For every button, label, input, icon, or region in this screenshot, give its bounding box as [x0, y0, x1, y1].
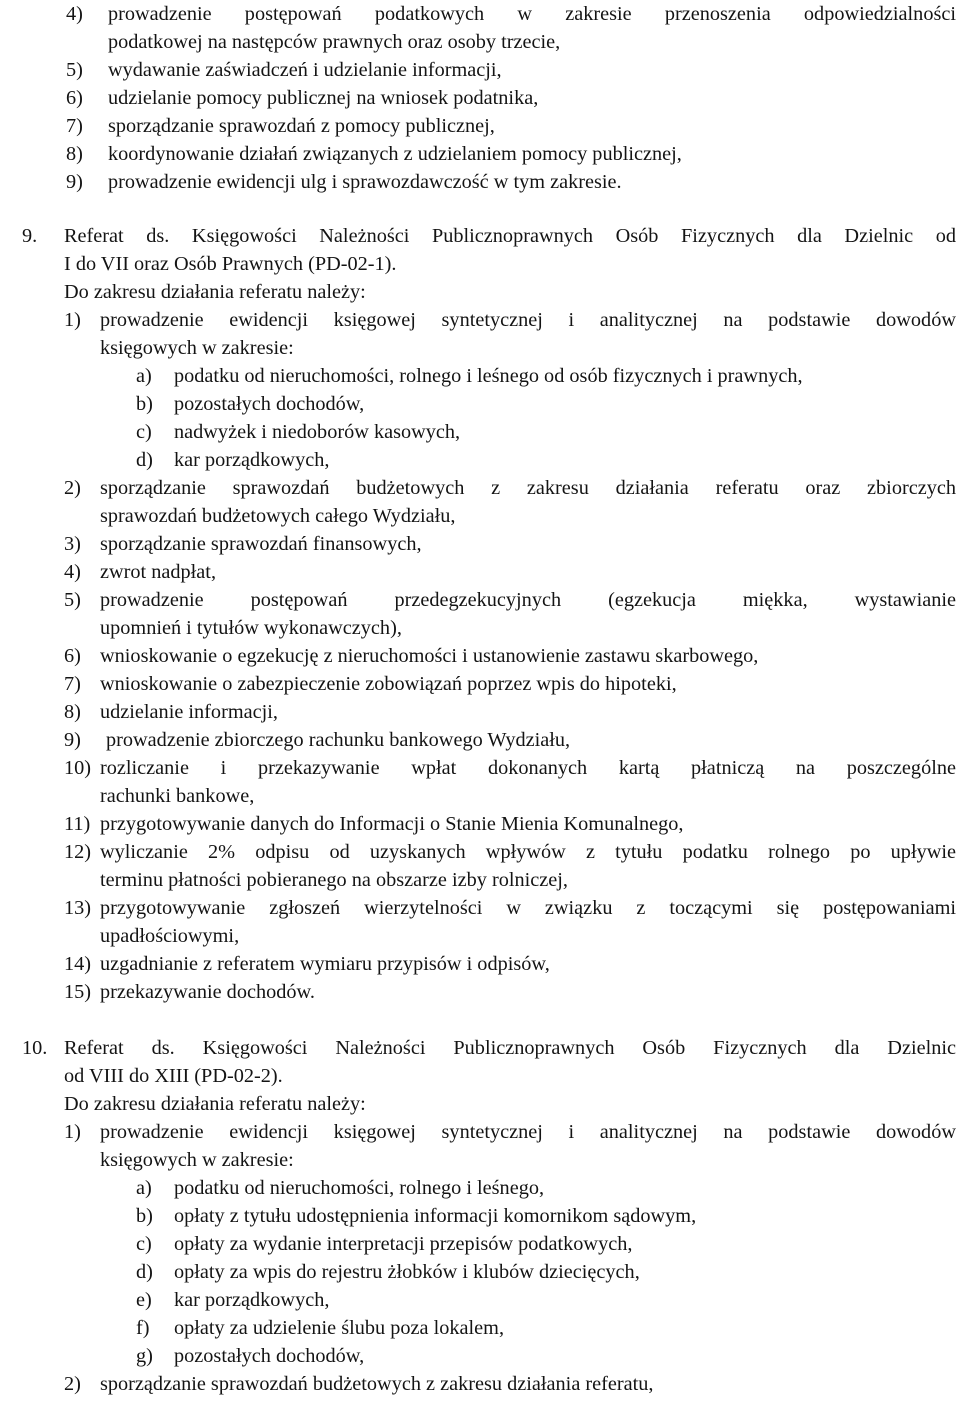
list-item-number: 14): [64, 953, 92, 975]
list-item-text: księgowych w zakresie:: [100, 1149, 294, 1171]
section-scope: Do zakresu działania referatu należy:: [64, 1093, 366, 1115]
list-item-number: 8): [66, 143, 83, 165]
list-item-text: prowadzenie ewidencji ulg i sprawozdawczość w tym zakresie.: [108, 171, 622, 193]
list-item-text: przekazywanie dochodów.: [100, 981, 315, 1003]
list-item-text: rachunki bankowe,: [100, 785, 255, 807]
list-item-number: 2): [64, 477, 81, 499]
sublist-item-letter: d): [136, 1261, 153, 1283]
list-item-text: prowadzenie zbiorczego rachunku bankowego Wydziału,: [106, 729, 571, 751]
list-item-text: prowadzenie ewidencji księgowej syntetycznej i analitycznej na podstawie dowodów: [100, 1121, 956, 1143]
list-item-text: sporządzanie sprawozdań z pomocy publicznej,: [108, 115, 495, 137]
sublist-item-letter: c): [136, 421, 152, 443]
list-item-text: sprawozdań budżetowych całego Wydziału,: [100, 505, 456, 527]
list-item-text: sporządzanie sprawozdań budżetowych z zakresu działania referatu oraz zbiorczych: [100, 477, 956, 499]
sublist-item-letter: b): [136, 393, 153, 415]
section-heading-number: 10.: [22, 1037, 48, 1059]
list-item-text: prowadzenie ewidencji księgowej syntetycznej i analitycznej na podstawie dowodów: [100, 309, 956, 331]
sublist-item-text: pozostałych dochodów,: [174, 393, 365, 415]
list-item-number: 5): [64, 589, 81, 611]
sublist-item-text: podatku od nieruchomości, rolnego i leśnego,: [174, 1177, 545, 1199]
list-item-number: 8): [64, 701, 81, 723]
list-item-number: 6): [66, 87, 83, 109]
list-item-number: 9): [64, 729, 81, 751]
section-heading-number: 9.: [22, 225, 38, 247]
list-item-number: 6): [64, 645, 81, 667]
list-item-text: wydawanie zaświadczeń i udzielanie informacji,: [108, 59, 502, 81]
list-item-text: udzielanie pomocy publicznej na wniosek podatnika,: [108, 87, 539, 109]
sublist-item-letter: b): [136, 1205, 153, 1227]
sublist-item-text: opłaty z tytułu udostępnienia informacji komornikom sądowym,: [174, 1205, 697, 1227]
list-item-text: wnioskowanie o zabezpieczenie zobowiązań poprzez wpis do hipoteki,: [100, 673, 677, 695]
sublist-item-text: podatku od nieruchomości, rolnego i leśnego od osób fizycznych i prawnych,: [174, 365, 803, 387]
list-item-text: koordynowanie działań związanych z udzielaniem pomocy publicznej,: [108, 143, 682, 165]
list-item-text: księgowych w zakresie:: [100, 337, 294, 359]
list-item-number: 7): [64, 673, 81, 695]
list-item-number: 9): [66, 171, 83, 193]
list-item-text: rozliczanie i przekazywanie wpłat dokonanych kartą płatniczą na poszczególne: [100, 757, 956, 779]
sublist-item-letter: d): [136, 449, 153, 471]
section-heading: od VIII do XIII (PD-02-2).: [64, 1065, 283, 1087]
list-item-number: 12): [64, 841, 92, 863]
sublist-item-text: pozostałych dochodów,: [174, 1345, 365, 1367]
sublist-item-text: opłaty za wpis do rejestru żłobków i klubów dziecięcych,: [174, 1261, 640, 1283]
list-item-number: 10): [64, 757, 92, 779]
sublist-item-letter: e): [136, 1289, 152, 1311]
section-heading: Referat ds. Księgowości Należności Publicznoprawnych Osób Fizycznych dla Dzielnic od: [64, 225, 956, 247]
section-scope: Do zakresu działania referatu należy:: [64, 281, 366, 303]
list-item-number: 4): [66, 3, 83, 25]
list-item-text: przygotowywanie zgłoszeń wierzytelności w związku z toczącymi się postępowaniami: [100, 897, 956, 919]
list-item-text: prowadzenie postępowań podatkowych w zakresie przenoszenia odpowiedzialności: [108, 3, 956, 25]
list-item-number: 15): [64, 981, 92, 1003]
sublist-item-text: opłaty za wydanie interpretacji przepisów podatkowych,: [174, 1233, 633, 1255]
list-item-text: upadłościowymi,: [100, 925, 240, 947]
sublist-item-letter: a): [136, 365, 152, 387]
list-item-text: upomnień i tytułów wykonawczych),: [100, 617, 402, 639]
list-item-text: przygotowywanie danych do Informacji o Stanie Mienia Komunalnego,: [100, 813, 684, 835]
list-item-number: 13): [64, 897, 92, 919]
list-item-number: 1): [64, 1121, 81, 1143]
list-item-text: sporządzanie sprawozdań budżetowych z zakresu działania referatu,: [100, 1373, 654, 1395]
list-item-number: 7): [66, 115, 83, 137]
sublist-item-letter: c): [136, 1233, 152, 1255]
section-heading: Referat ds. Księgowości Należności Publicznoprawnych Osób Fizycznych dla Dzielnic: [64, 1037, 956, 1059]
list-item-text: zwrot nadpłat,: [100, 561, 217, 583]
sublist-item-letter: a): [136, 1177, 152, 1199]
list-item-number: 4): [64, 561, 81, 583]
sublist-item-letter: f): [136, 1317, 150, 1339]
list-item-number: 3): [64, 533, 81, 555]
sublist-item-text: kar porządkowych,: [174, 1289, 330, 1311]
list-item-text: udzielanie informacji,: [100, 701, 278, 723]
list-item-text: podatkowej na następców prawnych oraz osoby trzecie,: [108, 31, 561, 53]
list-item-text: uzgadnianie z referatem wymiaru przypisów i odpisów,: [100, 953, 550, 975]
list-item-text: sporządzanie sprawozdań finansowych,: [100, 533, 422, 555]
list-item-number: 11): [64, 813, 91, 835]
list-item-text: wyliczanie 2% odpisu od uzyskanych wpływów z tytułu podatku rolnego po upływie: [100, 841, 956, 863]
list-item-number: 1): [64, 309, 81, 331]
sublist-item-text: opłaty za udzielenie ślubu poza lokalem,: [174, 1317, 505, 1339]
list-item-number: 2): [64, 1373, 81, 1395]
sublist-item-text: nadwyżek i niedoborów kasowych,: [174, 421, 461, 443]
list-item-text: wnioskowanie o egzekucję z nieruchomości i ustanowienie zastawu skarbowego,: [100, 645, 759, 667]
section-heading: I do VII oraz Osób Prawnych (PD-02-1).: [64, 253, 397, 275]
list-item-text: terminu płatności pobieranego na obszarze izby rolniczej,: [100, 869, 568, 891]
sublist-item-text: kar porządkowych,: [174, 449, 330, 471]
list-item-text: prowadzenie postępowań przedegzekucyjnych (egzekucja miękka, wystawianie: [100, 589, 956, 611]
sublist-item-letter: g): [136, 1345, 153, 1367]
list-item-number: 5): [66, 59, 83, 81]
